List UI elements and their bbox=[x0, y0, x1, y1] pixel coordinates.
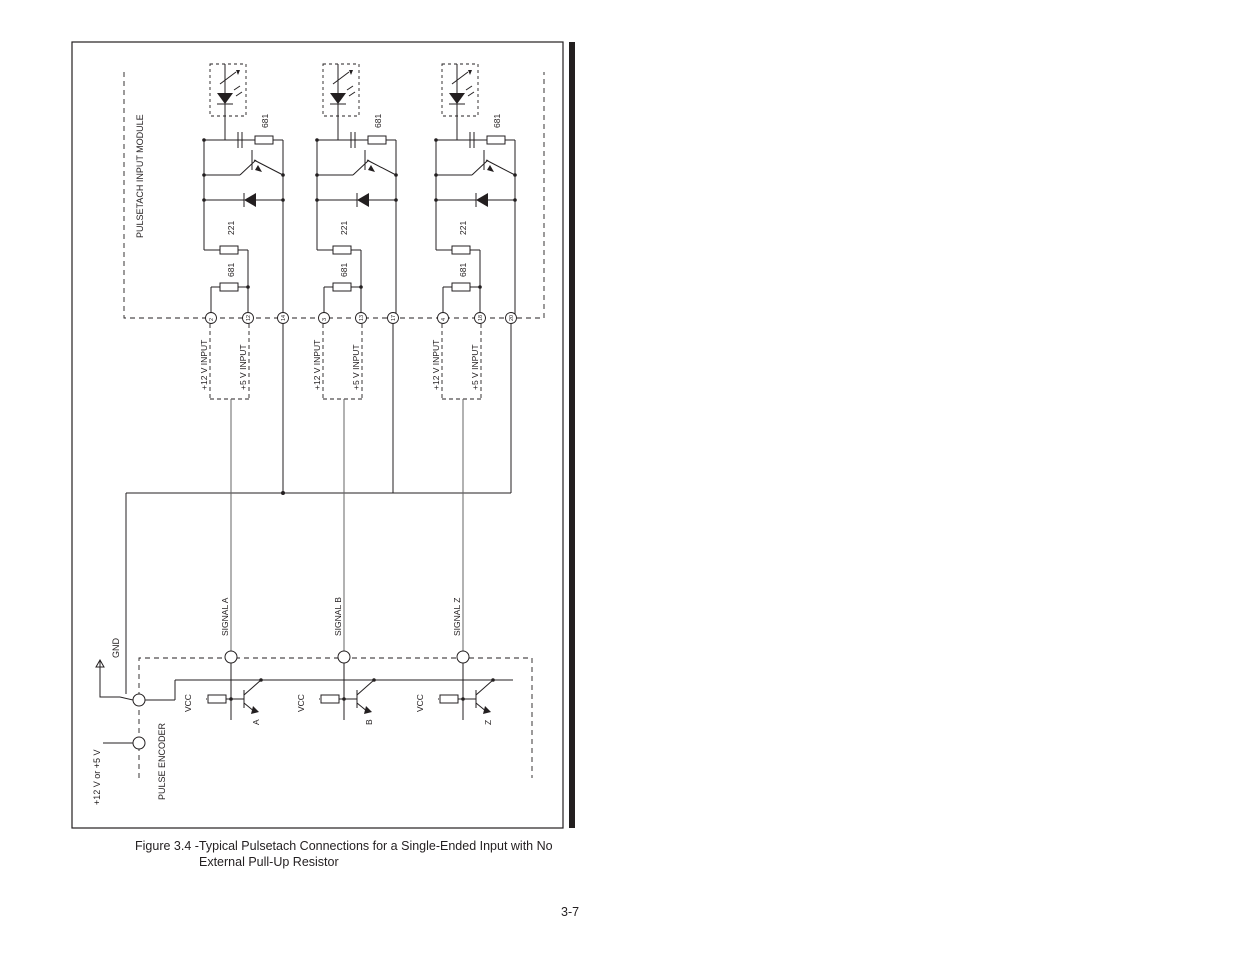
wire bbox=[466, 86, 472, 90]
page-number: 3-7 bbox=[561, 905, 580, 919]
input-5v-label: +5 V INPUT bbox=[238, 344, 248, 390]
resistor-top-value: 681 bbox=[373, 113, 383, 128]
resistor-series-value: 221 bbox=[458, 220, 468, 235]
resistor-top bbox=[368, 136, 386, 144]
terminal-12v-label: 4 bbox=[441, 317, 447, 321]
channel-3 bbox=[415, 64, 517, 725]
junction-dot bbox=[434, 198, 438, 202]
optocoupler-box bbox=[210, 64, 246, 116]
junction-dot bbox=[315, 138, 319, 142]
pullup-resistor bbox=[440, 695, 458, 703]
resistor-top-value: 681 bbox=[492, 113, 502, 128]
junction-dot bbox=[461, 697, 465, 701]
supply-label: +12 V or +5 V bbox=[92, 749, 102, 805]
module-label: PULSETACH INPUT MODULE bbox=[135, 114, 145, 238]
junction-dot bbox=[315, 198, 319, 202]
terminal-5v-label: 12 bbox=[246, 314, 252, 321]
junction-dot bbox=[281, 198, 285, 202]
terminal-gnd-label: 17 bbox=[391, 314, 397, 321]
transistor-arrow bbox=[255, 165, 262, 172]
junction-dot bbox=[202, 173, 206, 177]
transistor-label: Z bbox=[483, 719, 493, 725]
encoder-transistor-arrow bbox=[483, 706, 491, 714]
signal-terminal bbox=[338, 651, 350, 663]
resistor-input-value: 681 bbox=[226, 262, 236, 277]
resistor-top bbox=[255, 136, 273, 144]
junction-dot bbox=[281, 173, 285, 177]
junction-dot bbox=[491, 678, 495, 682]
module-boundary bbox=[124, 72, 544, 318]
wire bbox=[349, 92, 355, 96]
resistor-input-value: 681 bbox=[458, 262, 468, 277]
input-12v-label: +12 V INPUT bbox=[312, 339, 322, 390]
wire bbox=[244, 680, 261, 695]
channel-2 bbox=[296, 64, 399, 725]
junction-dot bbox=[202, 198, 206, 202]
phototransistor-arrow bbox=[236, 70, 240, 75]
caption-line-2: External Pull-Up Resistor bbox=[199, 855, 339, 869]
wire bbox=[468, 92, 474, 96]
junction-dot bbox=[478, 285, 482, 289]
page-sidebar-bar bbox=[569, 42, 575, 828]
junction-dot bbox=[372, 678, 376, 682]
phototransistor-arrow bbox=[349, 70, 353, 75]
resistor-series-value: 221 bbox=[339, 220, 349, 235]
junction-dot bbox=[342, 697, 346, 701]
resistor-top-value: 681 bbox=[260, 113, 270, 128]
wire bbox=[357, 680, 374, 695]
wire bbox=[333, 72, 349, 84]
wire bbox=[452, 72, 468, 84]
vcc-label: VCC bbox=[296, 694, 306, 712]
transistor-label: A bbox=[251, 719, 261, 725]
wire bbox=[220, 72, 236, 84]
resistor-input bbox=[452, 283, 470, 291]
caption-line-1: Figure 3.4 -Typical Pulsetach Connections for a Single-Ended Input with No bbox=[135, 839, 553, 853]
resistor-series bbox=[333, 246, 351, 254]
gnd-terminal bbox=[96, 493, 513, 706]
wire bbox=[476, 680, 493, 695]
junction-dot bbox=[394, 198, 398, 202]
terminal-5v-label: 18 bbox=[478, 314, 484, 321]
optocoupler-box bbox=[442, 64, 478, 116]
transistor-arrow bbox=[368, 165, 375, 172]
pullup-resistor bbox=[321, 695, 339, 703]
wire bbox=[353, 160, 369, 175]
terminal-gnd-label: 20 bbox=[509, 314, 515, 321]
junction-dot bbox=[513, 198, 517, 202]
diode-symbol bbox=[357, 193, 369, 207]
signal-label: SIGNAL Z bbox=[452, 597, 462, 636]
figure-caption bbox=[135, 838, 553, 870]
gnd-label: GND bbox=[111, 638, 121, 658]
signal-label: SIGNAL B bbox=[333, 597, 343, 636]
terminal-5v-label: 13 bbox=[359, 314, 365, 321]
signal-label: SIGNAL A bbox=[220, 597, 230, 636]
junction-dot bbox=[394, 173, 398, 177]
vcc-label: VCC bbox=[183, 694, 193, 712]
wire bbox=[347, 86, 353, 90]
signal-terminal bbox=[457, 651, 469, 663]
led-symbol bbox=[449, 93, 465, 104]
wire bbox=[472, 160, 488, 175]
encoder-label: PULSE ENCODER bbox=[157, 722, 167, 800]
channel-groups bbox=[183, 64, 517, 725]
resistor-top bbox=[487, 136, 505, 144]
transistor-label: B bbox=[364, 719, 374, 725]
optocoupler-box bbox=[323, 64, 359, 116]
wire bbox=[234, 86, 240, 90]
encoder-boundary bbox=[139, 658, 532, 778]
led-symbol bbox=[217, 93, 233, 104]
resistor-input bbox=[220, 283, 238, 291]
wire bbox=[240, 160, 256, 175]
resistor-input bbox=[333, 283, 351, 291]
terminal-gnd-label: 14 bbox=[281, 314, 287, 321]
junction-dot bbox=[359, 285, 363, 289]
junction-dot bbox=[513, 173, 517, 177]
junction-dot bbox=[434, 173, 438, 177]
junction-dot bbox=[229, 697, 233, 701]
diode-symbol bbox=[244, 193, 256, 207]
input-5v-label: +5 V INPUT bbox=[470, 344, 480, 390]
vcc-label: VCC bbox=[415, 694, 425, 712]
input-5v-label: +5 V INPUT bbox=[351, 344, 361, 390]
resistor-series bbox=[452, 246, 470, 254]
diode-symbol bbox=[476, 193, 488, 207]
junction-dot bbox=[202, 138, 206, 142]
resistor-input-value: 681 bbox=[339, 262, 349, 277]
phototransistor-arrow bbox=[468, 70, 472, 75]
signal-terminal bbox=[225, 651, 237, 663]
pullup-resistor bbox=[208, 695, 226, 703]
resistor-series-value: 221 bbox=[226, 220, 236, 235]
junction-dot bbox=[315, 173, 319, 177]
led-symbol bbox=[330, 93, 346, 104]
wire bbox=[236, 92, 242, 96]
terminal-12v-label: 2 bbox=[209, 317, 215, 321]
supply-terminal bbox=[103, 737, 145, 749]
input-12v-label: +12 V INPUT bbox=[199, 339, 209, 390]
input-12v-label: +12 V INPUT bbox=[431, 339, 441, 390]
channel-1 bbox=[183, 64, 289, 725]
junction-dot bbox=[246, 285, 250, 289]
junction-dot bbox=[259, 678, 263, 682]
terminal-12v-label: 3 bbox=[322, 317, 328, 321]
junction-dot bbox=[434, 138, 438, 142]
transistor-arrow bbox=[487, 165, 494, 172]
encoder-transistor-arrow bbox=[364, 706, 372, 714]
resistor-series bbox=[220, 246, 238, 254]
encoder-transistor-arrow bbox=[251, 706, 259, 714]
